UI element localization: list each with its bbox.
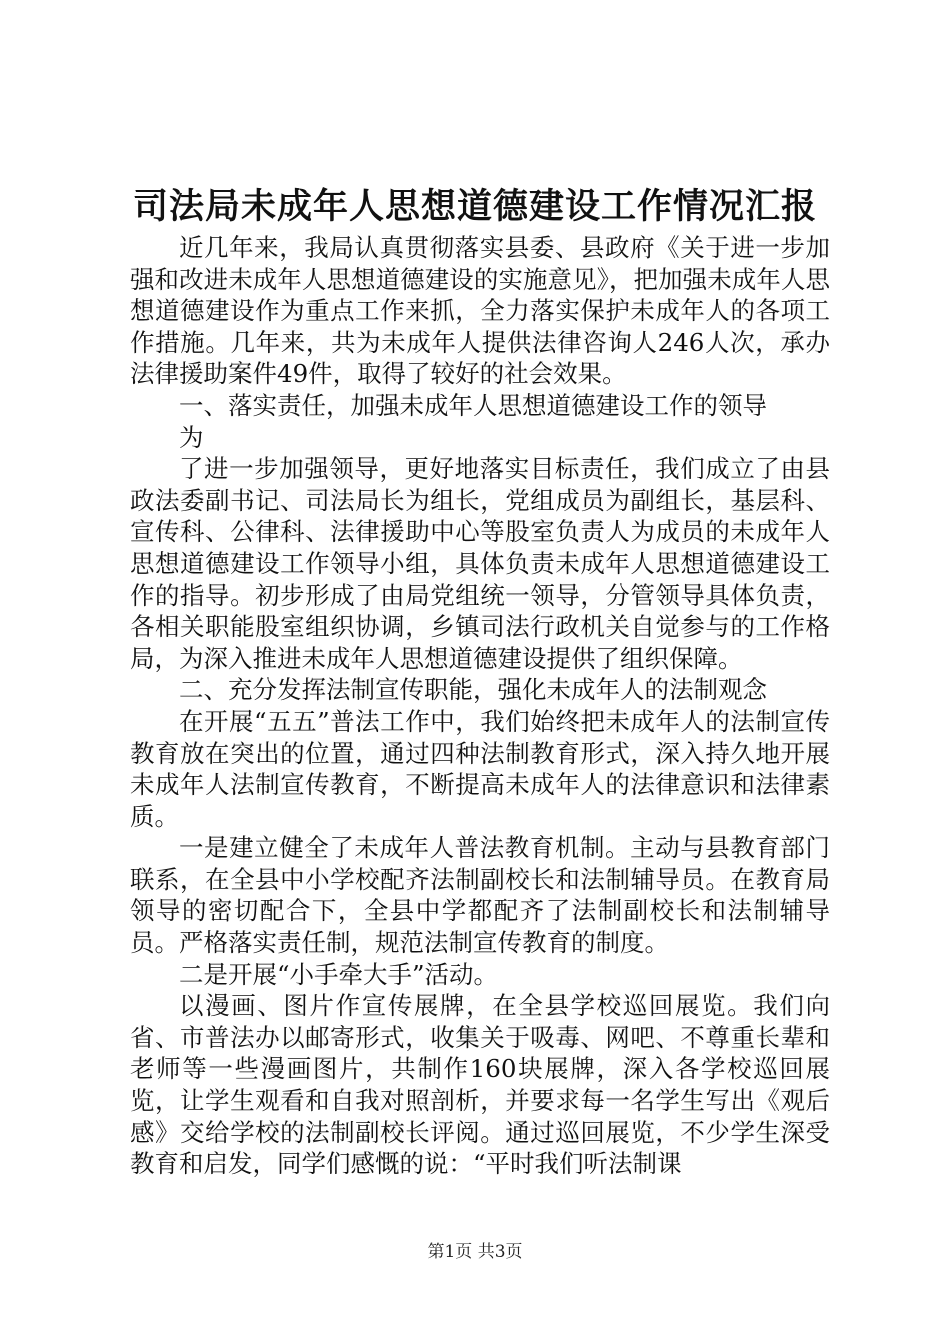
section-heading-1: 一、落实责任，加强未成年人思想道德建设工作的领导: [179, 390, 767, 420]
page-number-footer: 第1页 共3页: [427, 1242, 523, 1262]
document-title: 司法局未成年人思想道德建设工作情况汇报: [132, 186, 817, 227]
paragraph-mechanism: 一是建立健全了未成年人普法教育机制。主动与县教育部门联系，在全县中小学校配齐法制副校长和法制辅导员。在教育局领导的密切配合下，全县中学都配齐了法制副校长和法制辅导员。严格落实责任制，规范法制宣传教育的制度。: [130, 833, 830, 958]
document-body: [130, 232, 830, 1180]
section-heading-2: 二、充分发挥法制宣传职能，强化未成年人的法制观念: [179, 675, 767, 705]
paragraph-intro: 近几年来，我局认真贯彻落实县委、县政府《关于进一步加强和改进未成年人思想道德建设的实施意见》，把加强未成年人思想道德建设作为重点工作来抓，全力落实保护未成年人的各项工作措施。几年来，共为未成年人提供法律咨询人246人次，承办法律援助案件49件，取得了较好的社会效果。: [130, 233, 830, 389]
section-heading-1-continuation: 为: [179, 422, 204, 452]
paragraph-legal-education: 在开展“五五”普法工作中，我们始终把未成年人的法制宣传教育放在突出的位置，通过四种法制教育形式，深入持久地开展未成年人法制宣传教育，不断提高未成年人的法律意识和法律素质。: [130, 706, 830, 831]
paragraph-leadership: 了进一步加强领导，更好地落实目标责任，我们成立了由县政法委副书记、司法局长为组长，党组成员为副组长，基层科、宣传科、公律科、法律援助中心等股室负责人为成员的未成年人思想道德建设工作领导小组，具体负责未成年人思想道德建设工作的指导。初步形成了由局党组统一领导，分管领导具体负责，各相关职能股室组织协调，乡镇司法行政机关自觉参与的工作格局，为深入推进未成年人思想道德建设提供了组织保障。: [130, 454, 830, 673]
paragraph-activity-heading: 二是开展“小手牵大手”活动。: [179, 959, 499, 989]
paragraph-exhibition: 以漫画、图片作宣传展牌，在全县学校巡回展览。我们向省、市普法办以邮寄形式，收集关于吸毒、网吧、不尊重长辈和老师等一些漫画图片，共制作160块展牌，深入各学校巡回展览，让学生观看和自我对照剖析，并要求每一名学生写出《观后感》交给学校的法制副校长评阅。通过巡回展览，不少学生深受教育和启发，同学们感慨的说：“平时我们听法制课: [130, 991, 830, 1179]
